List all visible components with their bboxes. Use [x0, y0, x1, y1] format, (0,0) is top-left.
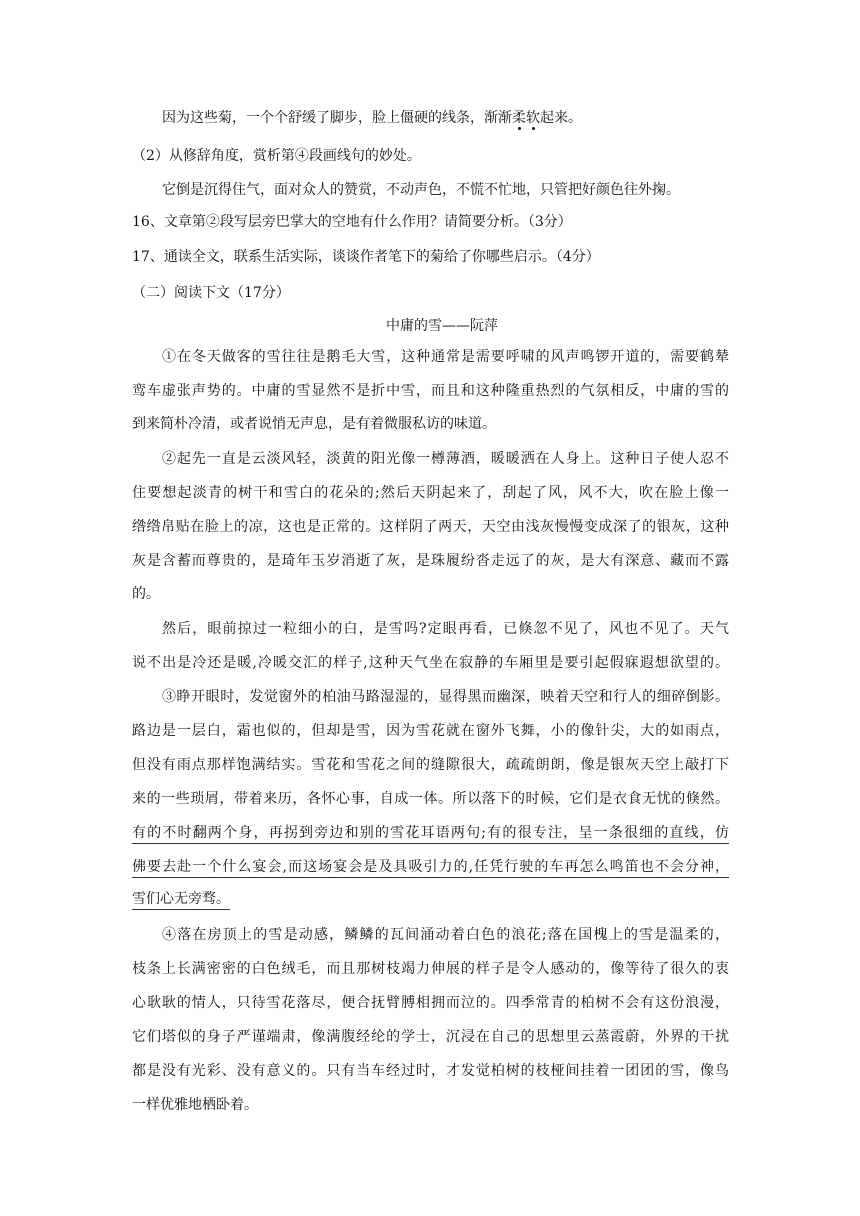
paragraph-2-line: 绺绺帛贴在脸上的凉，这也是正常的。这样阴了两天，天空由浅灰慢慢变成深了的银灰，这种	[132, 519, 729, 535]
paragraph-3-line: 来的一些琐屑，带着来历，各怀心事，自成一体。所以落下的时候，它们是衣食无忧的倏然。	[132, 791, 729, 807]
underlined-line: 雪们心无旁骛。	[132, 889, 230, 910]
paragraph-line	[0, 823, 860, 843]
paragraph-line	[0, 381, 860, 401]
quoted-sentence: 它倒是沉得住气，面对众人的赞赏，不动声色，不慌不忙地，只管把好颜色往外掬。	[162, 182, 680, 198]
paragraph-2-line: 的。	[132, 586, 160, 602]
paragraph-line	[0, 857, 860, 877]
paragraph-line	[0, 789, 860, 809]
paragraph-line	[0, 1061, 860, 1081]
underlined-line: 佛要去赴一个什么宴会,而这场宴会是及具吸引力的,任凭行驶的车再怎么鸣笛也不会分神，	[132, 857, 729, 878]
paragraph-4-line: ④落在房顶上的雪是动感，鳞鳞的瓦间涌动着白色的浪花;落在国槐上的雪是温柔的，	[162, 927, 729, 943]
underlined-line: 有的不时翻两个身，再拐到旁边和别的雪花耳语两句;有的很专注，呈一条很细的直线，仿	[132, 823, 729, 844]
paragraph-4-line: 它们塔似的身子严谨端肃，像满腹经纶的学士，沉浸在自己的思想里云蒸霞蔚，外界的干扰	[132, 1029, 729, 1045]
section-2-heading: （二）阅读下文（17分）	[132, 285, 290, 301]
paragraph-line	[0, 721, 860, 741]
paragraph-line	[0, 959, 860, 979]
article-title: 中庸的雪——阮萍	[386, 318, 498, 334]
paragraph-2b-line: 然后，眼前掠过一粒细小的白，是雪吗?定眼再看，已倏忽不见了，风也不见了。天气	[162, 621, 729, 637]
quoted-sentence	[162, 108, 582, 128]
paragraph-1-line: 到来简朴冷清，或者说悄无声息，是有着微服私访的味道。	[132, 416, 496, 432]
paragraph-4-line: 心耿耿的情人，只待雪花落尽，便合抚臂膊相拥而泣的。四季常青的柏树不会有这份浪漫，	[132, 995, 729, 1011]
question-line	[0, 247, 860, 267]
paragraph-line	[0, 347, 860, 367]
paragraph-4-line: 都是没有光彩、没有意义的。只有当车经过时，才发觉柏树的枝桠间挂着一团团的雪，像鸟	[132, 1063, 729, 1079]
paragraph-line	[0, 755, 860, 775]
section-heading-line	[0, 283, 860, 303]
paragraph-1-line: ①在冬天做客的雪往往是鹅毛大雪，这种通常是需要呼啸的风声鸣锣开道的，需要鹤辇	[162, 349, 729, 365]
text-line	[0, 108, 860, 128]
paragraph-3-line: 路边是一层白，霜也似的，但却是雪，因为雪花就在窗外飞舞，小的像针尖，大的如雨点，	[132, 723, 729, 739]
paragraph-line	[0, 1027, 860, 1047]
paragraph-2-line: 灰是含蓄而尊贵的，是琦年玉岁消逝了灰，是珠履纷沓走远了的灰，是大有深意、藏而不露	[132, 553, 729, 569]
paragraph-line	[0, 551, 860, 571]
question-16: 16、文章第②段写层旁巴掌大的空地有什么作用？请简要分析。（3分）	[132, 214, 572, 230]
paragraph-line	[0, 584, 860, 604]
emphasis-dot-char: 软	[526, 110, 540, 126]
paragraph-4-line: 枝条上长满密密的白色绒毛，而且那树枝竭力伸展的样子是令人感动的，像等待了很久的衷	[132, 961, 729, 977]
paragraph-line	[0, 1095, 860, 1115]
paragraph-line	[0, 517, 860, 537]
paragraph-line	[0, 483, 860, 503]
paragraph-2b-line: 说不出是冷还是暖,冷暖交汇的样子,这种天气坐在寂静的车厢里是要引起假寐遐想欲望的。	[132, 655, 729, 671]
sentence-part: 因为这些菊，一个个舒缓了脚步，脸上僵硬的线条，渐渐	[162, 110, 512, 126]
paragraph-line	[0, 414, 860, 434]
paragraph-line	[0, 449, 860, 469]
paragraph-4-line: 一样优雅地栖卧着。	[132, 1097, 258, 1113]
question-15-2: （2）从修辞角度，赏析第④段画线句的妙处。	[132, 148, 421, 164]
question-line	[0, 212, 860, 232]
paragraph-line	[0, 653, 860, 673]
paragraph-line	[0, 687, 860, 707]
paragraph-3-line: ③睁开眼时，发觉窗外的柏油马路湿湿的，显得黑而幽深，映着天空和行人的细碎倒影。	[162, 689, 729, 705]
text-line	[0, 180, 860, 200]
title-line	[0, 316, 860, 336]
paragraph-line	[0, 619, 860, 639]
paragraph-line	[0, 889, 860, 909]
question-line	[0, 146, 860, 166]
paragraph-line	[0, 993, 860, 1013]
emphasis-dot-char: 柔	[512, 110, 526, 126]
paragraph-2-line: 住要想起淡青的树干和雪白的花朵的;然后天阴起来了，刮起了风，风不大，吹在脸上像一	[132, 485, 729, 501]
paragraph-2-line: ②起先一直是云淡风轻，淡黄的阳光像一樽薄酒，暖暖洒在人身上。这种日子使人忍不	[162, 451, 729, 467]
question-17: 17、通读全文，联系生活实际，谈谈作者笔下的菊给了你哪些启示。（4分）	[132, 249, 600, 265]
paragraph-line	[0, 925, 860, 945]
paragraph-1-line: 鸾车虚张声势的。中庸的雪显然不是折中雪，而且和这种隆重热烈的气氛相反，中庸的雪的	[132, 383, 729, 399]
sentence-part: 起来。	[540, 110, 582, 126]
paragraph-3-line: 但没有雨点那样饱满结实。雪花和雪花之间的缝隙很大，疏疏朗朗，像是银灰天空上敲打下	[132, 757, 729, 773]
